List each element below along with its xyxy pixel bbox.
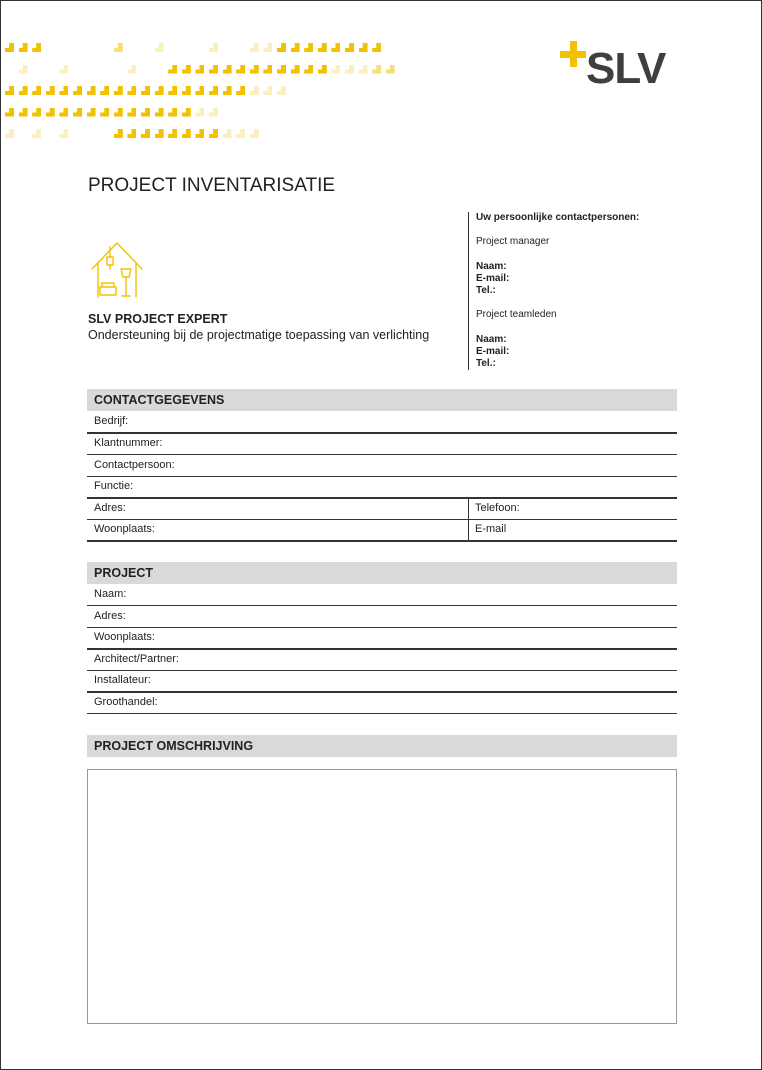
- decorative-square: [5, 86, 14, 95]
- decorative-square: [331, 65, 340, 74]
- decorative-square: [32, 86, 41, 95]
- decorative-square: [19, 86, 28, 95]
- decorative-square: [263, 86, 272, 95]
- decorative-square: [141, 108, 150, 117]
- field-klantnummer[interactable]: [87, 433, 677, 454]
- decorative-square: [19, 108, 28, 117]
- decorative-square: [372, 43, 381, 52]
- slv-logo: [559, 41, 679, 95]
- decorative-square: [73, 108, 82, 117]
- decorative-square: [250, 86, 259, 95]
- expert-subtitle: Ondersteuning bij de projectmatige toepassing van verlichting: [88, 328, 430, 342]
- house-lamp-icon: [89, 239, 145, 301]
- decorative-square: [209, 86, 218, 95]
- divider: [87, 540, 677, 542]
- decorative-square: [182, 129, 191, 138]
- field-architect-partner[interactable]: [87, 649, 677, 670]
- decorative-square: [223, 86, 232, 95]
- decorative-square: [155, 86, 164, 95]
- logo-text: SLV: [586, 44, 666, 93]
- decorative-square: [100, 108, 109, 117]
- decorative-square: [372, 65, 381, 74]
- manager-label: Project manager: [476, 236, 550, 247]
- decorative-square: [182, 65, 191, 74]
- team-name-label: Naam:: [476, 334, 507, 345]
- expert-title: SLV PROJECT EXPERT: [88, 312, 228, 326]
- decorative-square: [46, 86, 55, 95]
- contacts-heading: Uw persoonlijke contactpersonen:: [476, 212, 640, 223]
- decorative-square: [291, 65, 300, 74]
- decorative-square: [277, 86, 286, 95]
- field-groothandel[interactable]: [87, 692, 677, 713]
- field-label-telefoon: Telefoon:: [475, 502, 520, 514]
- decorative-square: [236, 129, 245, 138]
- field-functie[interactable]: [87, 476, 677, 497]
- decorative-square: [318, 65, 327, 74]
- manager-tel-label: Tel.:: [476, 285, 496, 296]
- decorative-square: [209, 65, 218, 74]
- contact-persons-box: [468, 212, 678, 370]
- decorative-pattern: [1, 39, 461, 139]
- decorative-square: [223, 129, 232, 138]
- decorative-square: [291, 43, 300, 52]
- decorative-square: [209, 108, 218, 117]
- field-label-email: E-mail: [475, 523, 507, 535]
- field-installateur[interactable]: [87, 670, 677, 691]
- decorative-square: [331, 43, 340, 52]
- decorative-square: [304, 65, 313, 74]
- decorative-square: [73, 86, 82, 95]
- decorative-square: [277, 43, 286, 52]
- decorative-square: [59, 129, 68, 138]
- decorative-square: [59, 108, 68, 117]
- decorative-square: [168, 129, 177, 138]
- decorative-square: [223, 65, 232, 74]
- field-label: Groothandel:: [94, 696, 158, 708]
- decorative-square: [87, 108, 96, 117]
- team-tel-label: Tel.:: [476, 358, 496, 369]
- decorative-square: [250, 129, 259, 138]
- decorative-square: [386, 65, 395, 74]
- decorative-square: [168, 108, 177, 117]
- decorative-square: [155, 43, 164, 52]
- field-label: Adres:: [94, 610, 126, 622]
- section-contactgegevens-heading: CONTACTGEGEVENS: [87, 389, 677, 411]
- decorative-square: [155, 129, 164, 138]
- decorative-square: [114, 108, 123, 117]
- decorative-square: [236, 86, 245, 95]
- logo-plus-bar: [560, 51, 586, 58]
- decorative-square: [195, 86, 204, 95]
- decorative-square: [209, 43, 218, 52]
- decorative-square: [304, 43, 313, 52]
- field-label: Contactpersoon:: [94, 459, 175, 471]
- decorative-square: [209, 129, 218, 138]
- decorative-square: [345, 65, 354, 74]
- decorative-square: [236, 65, 245, 74]
- decorative-square: [100, 86, 109, 95]
- decorative-square: [114, 43, 123, 52]
- page-title: PROJECT INVENTARISATIE: [88, 175, 336, 196]
- decorative-square: [19, 65, 28, 74]
- decorative-square: [359, 65, 368, 74]
- decorative-square: [250, 65, 259, 74]
- field-project-adres[interactable]: [87, 606, 677, 627]
- decorative-square: [168, 65, 177, 74]
- decorative-square: [250, 43, 259, 52]
- decorative-square: [114, 86, 123, 95]
- decorative-square: [19, 43, 28, 52]
- decorative-square: [127, 65, 136, 74]
- decorative-square: [345, 43, 354, 52]
- decorative-square: [141, 86, 150, 95]
- decorative-square: [195, 129, 204, 138]
- field-label: Bedrijf:: [94, 415, 129, 427]
- decorative-square: [318, 43, 327, 52]
- field-label: Naam:: [94, 588, 127, 600]
- decorative-square: [87, 86, 96, 95]
- decorative-square: [59, 86, 68, 95]
- column-divider: [468, 519, 469, 540]
- decorative-square: [32, 43, 41, 52]
- decorative-square: [263, 65, 272, 74]
- field-label: Klantnummer:: [94, 437, 163, 449]
- field-label: Functie:: [94, 480, 134, 492]
- decorative-square: [195, 108, 204, 117]
- decorative-square: [127, 86, 136, 95]
- decorative-square: [155, 108, 164, 117]
- manager-email-label: E-mail:: [476, 273, 510, 284]
- field-woonplaats-email[interactable]: [87, 519, 677, 540]
- decorative-square: [277, 65, 286, 74]
- decorative-square: [195, 65, 204, 74]
- project-description-field[interactable]: [87, 769, 677, 1024]
- decorative-square: [141, 129, 150, 138]
- field-label: Installateur:: [94, 674, 151, 686]
- field-label: Woonplaats:: [94, 631, 155, 643]
- team-label: Project teamleden: [476, 309, 557, 320]
- decorative-square: [127, 108, 136, 117]
- section-omschrijving-heading: PROJECT OMSCHRIJVING: [87, 735, 677, 757]
- decorative-square: [5, 108, 14, 117]
- field-adres-telefoon[interactable]: [87, 498, 677, 519]
- decorative-square: [359, 43, 368, 52]
- decorative-square: [5, 43, 14, 52]
- decorative-square: [263, 43, 272, 52]
- field-label-woonplaats: Woonplaats:: [94, 523, 155, 535]
- manager-name-label: Naam:: [476, 261, 507, 272]
- decorative-square: [32, 108, 41, 117]
- column-divider: [468, 498, 469, 519]
- divider: [87, 713, 677, 714]
- section-project-heading: PROJECT: [87, 562, 677, 584]
- field-label: Architect/Partner:: [94, 653, 179, 665]
- field-project-naam[interactable]: [87, 584, 677, 605]
- decorative-square: [59, 65, 68, 74]
- decorative-square: [32, 129, 41, 138]
- field-label-adres: Adres:: [94, 502, 126, 514]
- decorative-square: [46, 108, 55, 117]
- decorative-square: [168, 86, 177, 95]
- team-email-label: E-mail:: [476, 346, 510, 357]
- field-bedrijf[interactable]: [87, 411, 677, 432]
- decorative-square: [182, 108, 191, 117]
- decorative-square: [182, 86, 191, 95]
- decorative-square: [5, 129, 14, 138]
- field-contactpersoon[interactable]: [87, 455, 677, 476]
- decorative-square: [114, 129, 123, 138]
- field-project-woonplaats[interactable]: [87, 627, 677, 648]
- decorative-square: [127, 129, 136, 138]
